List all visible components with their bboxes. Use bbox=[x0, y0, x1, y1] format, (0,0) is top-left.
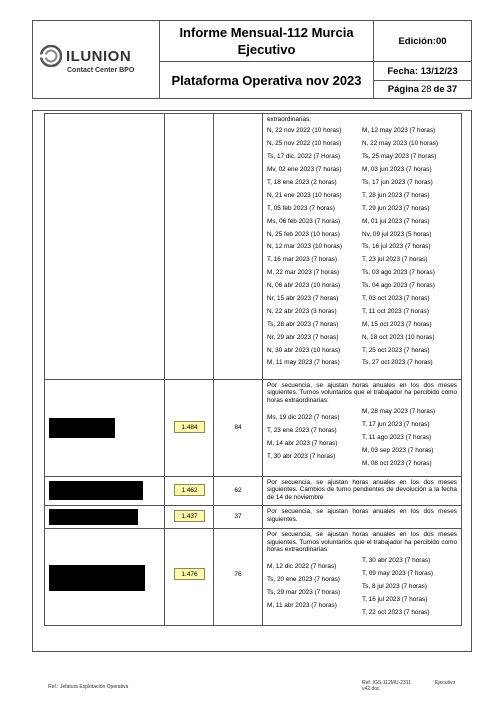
overtime-date: N, 22 abr 2023 (3 horas) bbox=[267, 307, 337, 315]
table-row bbox=[45, 506, 462, 529]
dates-list bbox=[267, 555, 457, 619]
overtime-date: N, 22 may 2023 (10 horas) bbox=[362, 140, 439, 148]
hours-cell bbox=[165, 114, 214, 380]
overtime-date: T, 30 abr 2023 (7 horas) bbox=[267, 452, 336, 460]
overtime-date: N, 12 mar 2023 (10 horas) bbox=[267, 243, 342, 251]
date-label: Fecha: 13/12/23 bbox=[374, 62, 471, 81]
overtime-date: Ts, 28 abr 2023 (7 horas) bbox=[267, 320, 339, 328]
overtime-date: T, 09 may 2023 (7 horas) bbox=[362, 570, 434, 578]
observations-cell bbox=[263, 529, 462, 626]
redacted-name bbox=[49, 509, 138, 525]
report-title bbox=[160, 21, 373, 62]
overtime-date: Ts, 17 jun 2023 (7 horas) bbox=[362, 178, 433, 186]
redacted-name bbox=[49, 481, 143, 500]
days-cell bbox=[214, 529, 263, 626]
logo-subtitle: Contact Center BPO bbox=[67, 67, 135, 74]
footer-reference: Ref.: Jefatura Explotación Operativa bbox=[48, 684, 129, 690]
overtime-date: Ts, 17 dic, 2022 (7 Horas) bbox=[267, 153, 341, 161]
employee-cell bbox=[45, 529, 165, 626]
dates-column-left bbox=[267, 406, 362, 470]
table-row bbox=[45, 477, 462, 506]
dates-list bbox=[267, 406, 457, 470]
overtime-date: M, 11 may 2023 (7 horas) bbox=[267, 359, 340, 367]
overtime-date: M, 01 jul 2023 (7 horas) bbox=[362, 217, 430, 225]
overtime-date: M, 11 abr 2023 (7 horas) bbox=[267, 602, 337, 610]
footer-edition: Ejecutivo bbox=[435, 680, 456, 686]
meta-cell bbox=[374, 21, 471, 98]
overtime-date: N, 22 nov 2022 (10 horas) bbox=[267, 127, 342, 135]
hours-cell bbox=[165, 529, 214, 626]
overtime-date: T, 03 oct 2023 (7 horas) bbox=[362, 294, 430, 302]
overtime-date: M, 03 jun 2023 (7 horas) bbox=[362, 166, 432, 174]
days-cell bbox=[214, 477, 263, 506]
overtime-date: M, 03 sep 2023 (7 horas) bbox=[362, 446, 434, 454]
report-title-line1: Informe Mensual-112 Murcia bbox=[179, 25, 354, 40]
overtime-date: T, 23 ene 2023 (7 horas) bbox=[267, 427, 337, 435]
overtime-date: Ts, 16 jul 2023 (7 horas) bbox=[362, 243, 431, 251]
overtime-date: T, 28 jun 2023 (7 horas) bbox=[362, 191, 430, 199]
dates-column-right bbox=[362, 555, 457, 619]
overtime-table bbox=[44, 113, 462, 626]
overtime-date: T, 18 ene 2023 (2 horas) bbox=[267, 178, 337, 186]
days-value: 84 bbox=[234, 424, 242, 431]
overtime-date: T, 30 abr 2023 (7 horas) bbox=[362, 557, 431, 565]
overtime-date: T, 05 feb 2023 (7 horas) bbox=[267, 204, 335, 212]
title-cell bbox=[160, 21, 374, 98]
report-subtitle: Plataforma Operativa nov 2023 bbox=[171, 72, 362, 88]
dates-column-left bbox=[267, 555, 362, 619]
overtime-date: Ts, 03 ago 2023 (7 horas) bbox=[362, 269, 435, 277]
overtime-date: Nr, 29 abr 2023 (7 horas) bbox=[267, 333, 339, 341]
overtime-date: Ms, 06 feb 2023 (7 horas) bbox=[267, 217, 341, 225]
overtime-date: M, 12 may 2023 (7 horas) bbox=[362, 127, 436, 135]
overtime-date: N, 30 abr 2023 (10 horas) bbox=[267, 346, 341, 354]
overtime-date: Mv, 02 ene 2023 (7 horas) bbox=[267, 166, 342, 174]
hours-value: 1.462 bbox=[174, 484, 205, 496]
observations-cell bbox=[263, 477, 462, 506]
dates-list bbox=[267, 125, 457, 370]
page-label: Página bbox=[387, 84, 419, 95]
overtime-date: Ts, 27 oct 2023 (7 horas) bbox=[362, 359, 433, 367]
table-row bbox=[45, 529, 462, 626]
edition-label: Edición:00 bbox=[374, 21, 471, 62]
overtime-date: Ms, 19 dic 2022 (7 horas) bbox=[267, 414, 340, 422]
overtime-date: N, 06 abr 2023 (10 horas) bbox=[267, 282, 341, 290]
overtime-date: M, 14 abr 2023 (7 horas) bbox=[267, 440, 338, 447]
days-cell bbox=[214, 380, 263, 477]
footer-ref-line2: v42.doc bbox=[362, 686, 380, 692]
overtime-date: Ts, 20 ene 2023 (7 horas) bbox=[267, 576, 340, 584]
observation-text: Por secuencia, se ajustan horas anuales en los dos meses siguientes. bbox=[267, 508, 457, 523]
overtime-date: T, 22 oct 2023 (7 horas) bbox=[362, 609, 430, 616]
overtime-date: Nv, 09 jul 2023 (5 horas) bbox=[362, 230, 432, 238]
overtime-date: N, 25 nov 2022 (10 horas) bbox=[267, 140, 342, 148]
dates-column-right bbox=[362, 125, 457, 370]
logo-cell bbox=[33, 21, 160, 98]
page-indicator bbox=[374, 81, 471, 98]
employee-cell bbox=[45, 477, 165, 506]
page-of: de bbox=[433, 84, 445, 95]
redacted-name bbox=[49, 418, 115, 438]
hours-value: 1.437 bbox=[174, 510, 205, 522]
employee-cell bbox=[45, 506, 165, 529]
hours-value: 1.476 bbox=[174, 568, 205, 580]
overtime-date: N, 25 feb 2023 (10 horas) bbox=[267, 230, 340, 238]
table-row bbox=[45, 114, 462, 380]
overtime-date: T, 29 jun 2023 (7 horas) bbox=[362, 204, 430, 212]
table-row bbox=[45, 380, 462, 477]
overtime-date: Ts, 8 jul 2023 (7 horas) bbox=[362, 583, 428, 591]
observation-text: Por secuencia, se ajustan horas anuales en los dos meses siguientes. Cambios de turno pendientes de devolución a la fecha de 14 de noviembre bbox=[267, 479, 457, 501]
overtime-date: T, 25 oct 2023 (7 horas) bbox=[362, 346, 430, 354]
observation-text: Por secuencia, se ajustan horas anuales en los dos meses siguientes. Turnos voluntarios que el trabajador ha percibido como horas extraordinarias: bbox=[267, 382, 457, 404]
overtime-date: N, 18 oct 2023 (10 horas) bbox=[362, 333, 435, 341]
overtime-date: T, 23 jul 2023 (7 horas) bbox=[362, 256, 428, 264]
report-title-line2: Ejecutivo bbox=[237, 42, 296, 57]
days-cell bbox=[214, 506, 263, 529]
overtime-date: Ts, 25 may 2023 (7 horas) bbox=[362, 153, 437, 161]
overtime-date: T, 17 jun 2023 (7 horas) bbox=[362, 421, 430, 429]
ilunion-logo-icon bbox=[40, 45, 62, 67]
employee-cell bbox=[45, 380, 165, 477]
days-value: 62 bbox=[234, 487, 242, 494]
overtime-date: Ts, 04 ago 2023 (7 horas) bbox=[362, 282, 435, 290]
document-header bbox=[32, 20, 472, 99]
overtime-date: N, 21 ene 2023 (10 horas) bbox=[267, 191, 342, 199]
overtime-date: M, 28 may 2023 (7 horas) bbox=[362, 408, 436, 416]
page-total: 37 bbox=[446, 84, 458, 95]
logo-name: ILUNION bbox=[66, 47, 132, 65]
dates-column-left bbox=[267, 125, 362, 370]
overtime-date: T, 11 oct 2023 (7 horas) bbox=[362, 307, 430, 315]
overtime-date: M, 08 oct 2023 (7 horas) bbox=[362, 459, 432, 467]
overtime-date: T, 16 jul 2023 (7 horas) bbox=[362, 596, 428, 604]
hours-cell bbox=[165, 506, 214, 529]
overtime-date: M, 22 mar 2023 (7 horas) bbox=[267, 269, 340, 277]
dates-column-right bbox=[362, 406, 457, 470]
redacted-name bbox=[49, 565, 145, 591]
employee-cell bbox=[45, 114, 165, 380]
observations-cell bbox=[263, 114, 462, 380]
observations-cell bbox=[263, 380, 462, 477]
hours-cell bbox=[165, 380, 214, 477]
overtime-date: M, 15 oct 2023 (7 horas) bbox=[362, 320, 432, 328]
days-value: 76 bbox=[234, 571, 242, 579]
overtime-date: Nr, 15 abr 2023 (7 horas) bbox=[267, 294, 339, 302]
footer-document-ref bbox=[362, 680, 411, 692]
observation-text: Por secuencia, se ajustan horas anuales en los dos meses siguientes. Turnos voluntarios que el trabajador ha percibido como horas extraordinarias: bbox=[267, 531, 457, 554]
days-cell bbox=[214, 114, 263, 380]
overtime-date: Ts, 29 mar 2023 (7 horas) bbox=[267, 589, 341, 597]
overtime-date: M, 12 dic 2022 (7 horas) bbox=[267, 563, 337, 571]
days-value: 37 bbox=[234, 513, 242, 521]
page-number: 28 bbox=[420, 84, 432, 95]
observations-cell bbox=[263, 506, 462, 529]
overtime-date: T, 11 ago 2023 (7 horas) bbox=[362, 434, 432, 441]
overtime-date: T, 16 mar 2023 (7 horas) bbox=[267, 256, 337, 264]
hours-cell bbox=[165, 477, 214, 506]
hours-value: 1.484 bbox=[174, 421, 205, 433]
observation-text: extraordinarias: bbox=[267, 116, 312, 123]
footer-ref-line1: Ref. IGS-112MU-2311 bbox=[362, 680, 412, 686]
